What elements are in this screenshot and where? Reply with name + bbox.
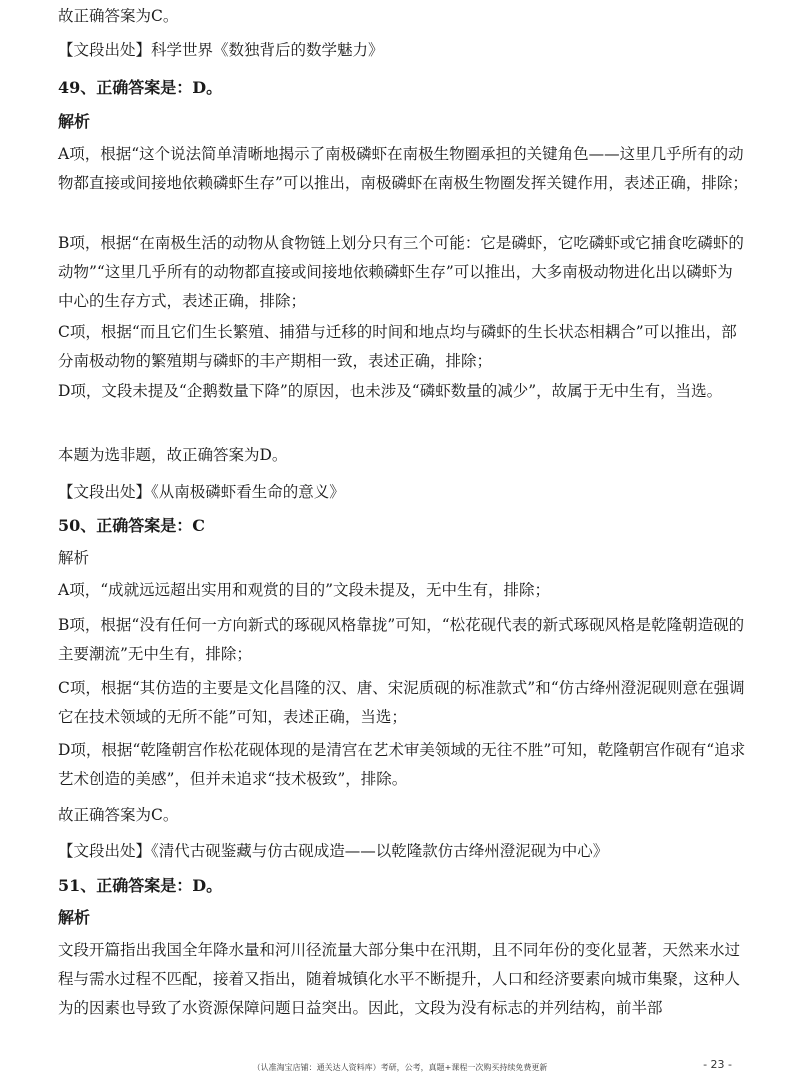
question-50-answer-heading: 50、正确答案是：C — [58, 516, 206, 535]
page-number: - 23 - — [703, 1058, 732, 1071]
question-50-option-a: A项，“成就远远超出实用和观赏的目的”文段未提及，无中生有，排除； — [58, 581, 551, 599]
question-49-option-c: C项，根据“而且它们生长繁殖、捕猎与迁移的时间和地点均与磷虾的生长状态相耦合”可以推出，部分南极动物的繁殖期与磷虾的丰产期相一致，表述正确，排除； — [58, 323, 737, 370]
question-50-option-d: D项，根据“乾隆朝宫作松花砚体现的是清宫在艺术审美领域的无往不胜”可知，乾隆朝宫作砚有“追求艺术创造的美感”，但并未追求“技术极致”，排除。 — [58, 741, 746, 788]
question-51-analysis-paragraph: 文段开篇指出我国全年降水量和河川径流量大部分集中在汛期，且不同年份的变化显著，天然来水过程与需水过程不匹配，接着又指出，随着城镇化水平不断提升，人口和经济要素向城市集聚，这种人为的因素也导致了水资源保障问题日益突出。因此，文段为没有标志的并列结构，前半部 — [58, 941, 741, 1017]
question-50-analysis-label: 解析 — [58, 549, 90, 567]
question-50-option-b: B项，根据“没有任何一方向新式的琢砚风格靠拢”可知，“松花砚代表的新式琢砚风格是乾隆朝造砚的主要潮流”无中生有，排除； — [58, 616, 745, 663]
source-citation-49: 【文段出处】《从南极磷虾看生命的意义》 — [58, 483, 345, 501]
question-51-analysis-label: 解析 — [58, 908, 91, 927]
question-49-answer-heading: 49、正确答案是：D。 — [58, 78, 223, 97]
source-citation-50: 【文段出处】《清代古砚鉴藏与仿古砚成造——以乾隆款仿古绛州澄泥砚为中心》 — [58, 842, 609, 860]
question-51-answer-heading: 51、正确答案是：D。 — [58, 876, 223, 895]
question-49-option-b: B项，根据“在南极生活的动物从食物链上划分只有三个可能：它是磷虾，它吃磷虾或它捕食吃磷虾的动物”“这里几乎所有的动物都直接或间接地依赖磷虾生存”可以推出，大多南极动物进化出以磷虾为中心的生存方式，表述正确，排除； — [58, 234, 744, 310]
question-49-analysis-label: 解析 — [58, 112, 91, 131]
question-49-option-a: A项，根据“这个说法简单清晰地揭示了南极磷虾在南极生物圈承担的关键角色——这里几乎所有的动物都直接或间接地依赖磷虾生存”可以推出，南极磷虾在南极生物圈发挥关键作用，表述正确，排除； — [58, 145, 748, 192]
answer-conclusion-48: 故正确答案为C。 — [58, 7, 179, 25]
question-50-option-c: C项，根据“其仿造的主要是文化昌隆的汉、唐、宋泥质砚的标准款式”和“仿古绛州澄泥砚则意在强调它在技术领域的无所不能”可知，表述正确，当选； — [58, 679, 745, 726]
answer-conclusion-50: 故正确答案为C。 — [58, 806, 179, 824]
source-citation-48: 【文段出处】科学世界《数独背后的数学魅力》 — [58, 41, 384, 59]
answer-conclusion-49: 本题为选非题，故正确答案为D。 — [58, 446, 288, 464]
page-footer: （认准淘宝店铺：通关达人资料库）考研，公考，真题+课程一次购买持续免费更新 — [252, 1063, 548, 1072]
question-49-option-d: D项，文段未提及“企鹅数量下降”的原因，也未涉及“磷虾数量的减少”，故属于无中生有，当选。 — [58, 382, 723, 400]
